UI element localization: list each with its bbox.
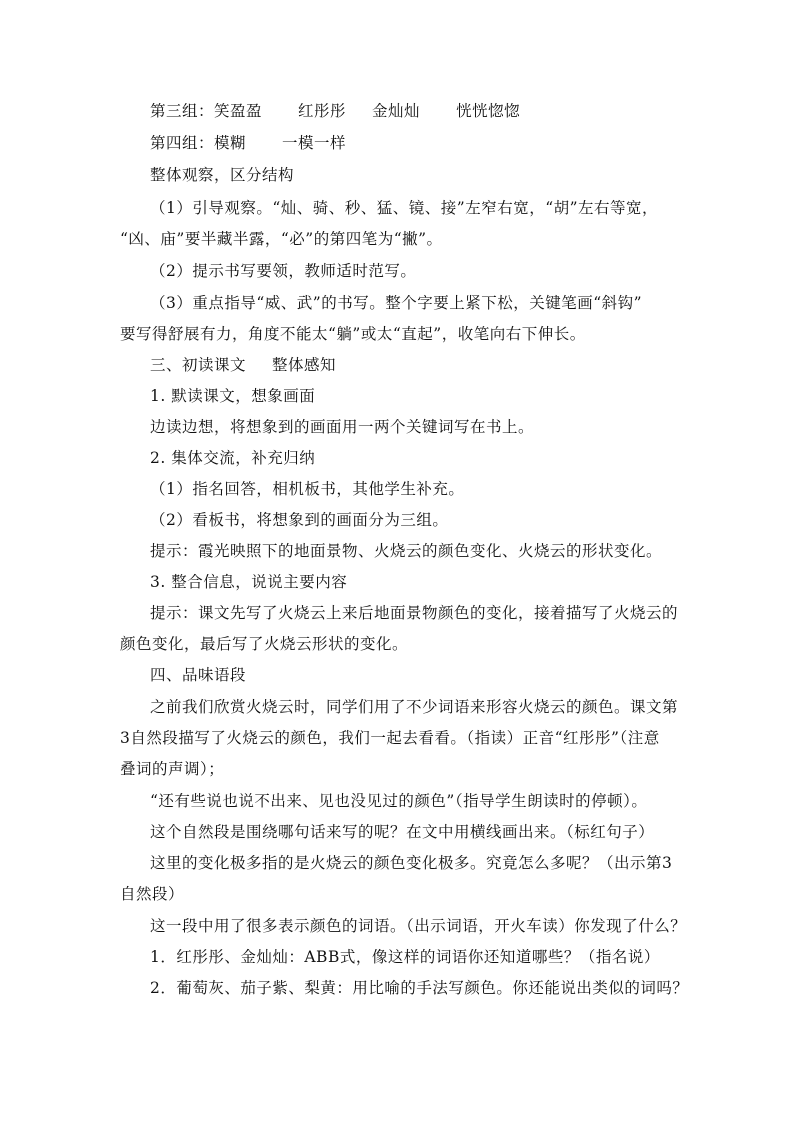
section-3-item-2-a: （1）指名回答，相机板书，其他学生补充。 bbox=[150, 480, 465, 498]
section-4-para-5: 这一段中用了很多表示颜色的词语。（出示词语，开火车读）你发现了什么？ bbox=[150, 917, 687, 935]
group4-word1: 模糊 bbox=[214, 134, 247, 152]
section-4-para-1-line-1: 之前我们欣赏火烧云时，同学们用了不少词语来形容火烧云的颜色。课文第 bbox=[150, 698, 679, 716]
paragraph-3-line-1: （3）重点指导“威、武”的书写。整个字要上紧下松，关键笔画“斜钩” bbox=[150, 294, 643, 312]
section-3-heading bbox=[150, 355, 710, 375]
section-4-para-1-line-2: 3自然段描写了火烧云的颜色，我们一起去看看。（指读）正音“红彤彤”（注意 bbox=[120, 729, 660, 747]
section-3-item-2-b: （2）看板书，将想象到的画面分为三组。 bbox=[150, 511, 449, 529]
section-4-para-3: 这个自然段是围绕哪句话来写的呢？在文中用横线画出来。（标红句子） bbox=[150, 823, 655, 841]
group4-word2: 一模一样 bbox=[282, 134, 347, 152]
section-4-para-1-line-3: 叠词的声调）； bbox=[120, 760, 225, 778]
section-3-item-3: 3. 整合信息，说说主要内容 bbox=[150, 573, 348, 591]
paragraph-2: （2）提示书写要领，教师适时范写。 bbox=[150, 262, 417, 280]
group3-word3: 金灿灿 bbox=[372, 102, 421, 120]
paragraph-1-line-2: “凶、庙”要半藏半露，“必”的第四笔为“撇”。 bbox=[120, 230, 443, 248]
section-4-para-2: “还有些说也说不出来、见也没见过的颜色”（指导学生朗读时的停顿）。 bbox=[150, 792, 648, 810]
section-3-item-1: 1. 默读课文，想象画面 bbox=[150, 387, 316, 405]
section-3-label: 三、初读课文 bbox=[150, 356, 247, 374]
group4-label: 第四组： bbox=[150, 134, 215, 152]
group3-label: 第三组： bbox=[150, 102, 215, 120]
section-3-sub: 整体感知 bbox=[272, 356, 337, 374]
group3-word4: 恍恍惚惚 bbox=[456, 102, 521, 120]
section-3-item-3-line-2: 颜色变化，最后写了火烧云形状的变化。 bbox=[120, 635, 409, 653]
section-3-item-1-text: 边读边想，将想象到的画面用一两个关键词写在书上。 bbox=[150, 418, 535, 436]
section-4-para-4-line-2: 自然段） bbox=[120, 885, 185, 903]
section-3-item-2: 2. 集体交流，补充归纳 bbox=[150, 449, 316, 467]
group3-line bbox=[150, 101, 710, 121]
section-4-para-4-line-1: 这里的变化极多指的是火烧云的颜色变化极多。究竟怎么多呢？（出示第3 bbox=[150, 854, 673, 872]
section-4-item-2: 2．葡萄灰、茄子紫、梨黄：用比喻的手法写颜色。你还能说出类似的词吗？ bbox=[150, 979, 689, 997]
paragraph-1-line-1: （1）引导观察。“灿、骑、秒、猛、镜、接”左窄右宽，“胡”左右等宽， bbox=[150, 199, 659, 217]
observe-heading: 整体观察，区分结构 bbox=[150, 166, 295, 184]
group3-word1: 笑盈盈 bbox=[214, 102, 263, 120]
section-4-heading: 四、品味语段 bbox=[150, 666, 247, 684]
section-3-hint: 提示：霞光映照下的地面景物、火烧云的颜色变化、火烧云的形状变化。 bbox=[150, 542, 663, 560]
section-4-item-1: 1．红彤彤、金灿灿：ABB式，像这样的词语你还知道哪些？（指名说） bbox=[150, 948, 660, 966]
paragraph-3-line-2: 要写得舒展有力，角度不能太“躺”或太“直起”，收笔向右下伸长。 bbox=[120, 325, 586, 343]
section-3-item-3-line-1: 提示：课文先写了火烧云上来后地面景物颜色的变化，接着描写了火烧云的 bbox=[150, 604, 679, 622]
group4-line bbox=[150, 133, 710, 153]
group3-word2: 红彤彤 bbox=[298, 102, 347, 120]
